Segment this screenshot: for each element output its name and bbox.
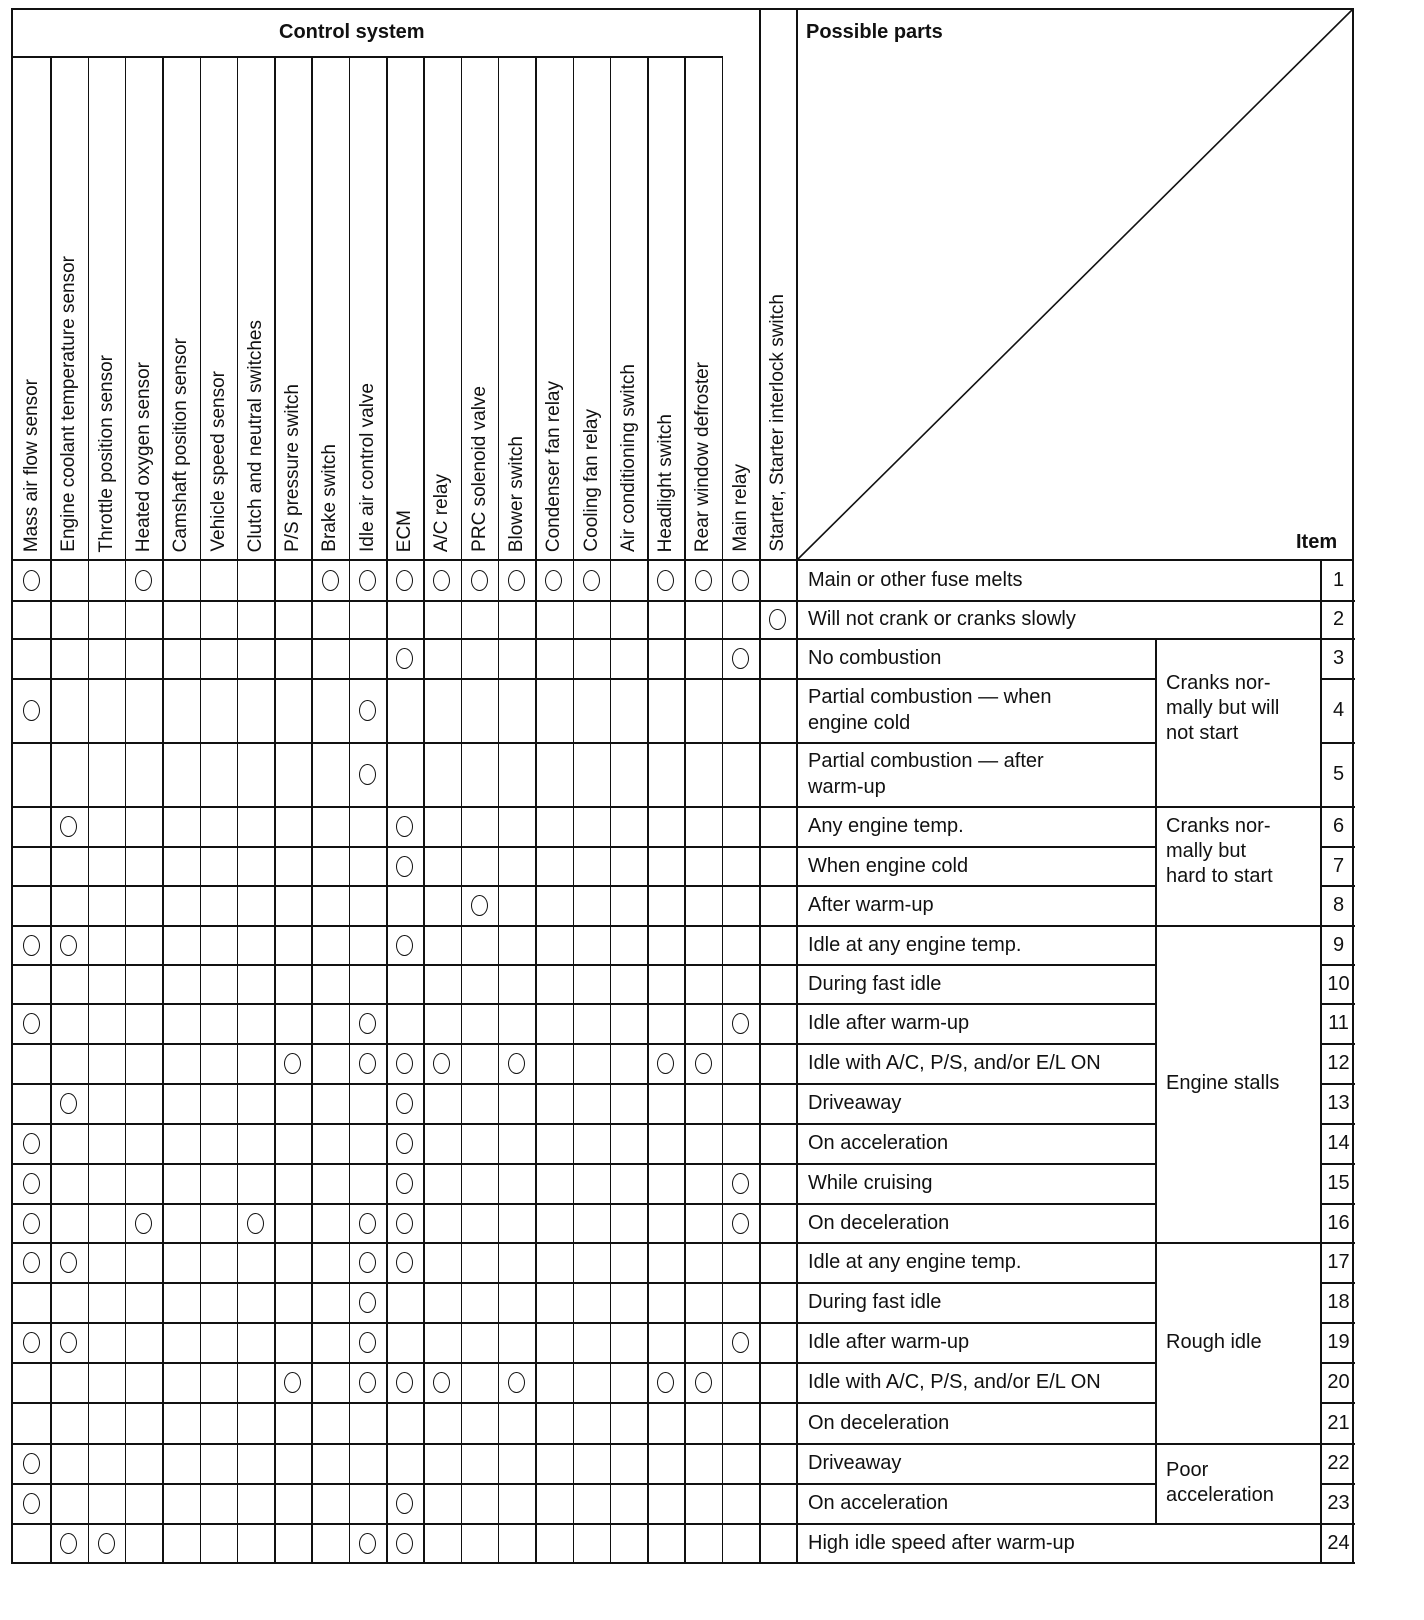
row-divider bbox=[797, 846, 1155, 848]
symptom-label: Idle after warm-up bbox=[808, 1012, 970, 1034]
row-divider bbox=[11, 1362, 799, 1364]
item-number: 11 bbox=[1328, 1012, 1349, 1034]
row-divider bbox=[11, 1163, 799, 1165]
possible-parts-heading: Possible parts bbox=[806, 21, 943, 43]
row-divider bbox=[11, 1483, 799, 1485]
mark-circle bbox=[732, 1173, 749, 1194]
mark-circle bbox=[359, 1292, 376, 1313]
item-number: 3 bbox=[1332, 647, 1345, 669]
row-divider bbox=[11, 1282, 799, 1284]
column-divider bbox=[796, 8, 798, 1562]
row-divider bbox=[11, 1443, 799, 1445]
mark-circle bbox=[396, 1213, 413, 1234]
row-divider bbox=[797, 1203, 1155, 1205]
column-divider bbox=[722, 56, 724, 1562]
item-number: 1 bbox=[1332, 569, 1345, 591]
row-divider bbox=[1320, 1402, 1355, 1404]
symptom-label: Partial combustion — when engine cold bbox=[808, 686, 1052, 734]
row-divider bbox=[797, 1523, 1155, 1525]
row-divider bbox=[1320, 638, 1355, 640]
mark-circle bbox=[359, 1533, 376, 1554]
group-label: Engine stalls bbox=[1166, 1072, 1280, 1094]
row-divider bbox=[797, 1043, 1155, 1045]
row-divider bbox=[11, 1083, 799, 1085]
row-divider bbox=[11, 638, 799, 640]
row-divider bbox=[1320, 1523, 1355, 1525]
row-divider bbox=[797, 964, 1155, 966]
group-label: Rough idle bbox=[1166, 1331, 1262, 1353]
row-divider bbox=[1320, 1443, 1355, 1445]
item-number: 6 bbox=[1332, 815, 1345, 837]
symptom-label: On deceleration bbox=[808, 1411, 950, 1434]
column-header: Air conditioning switch bbox=[617, 364, 639, 552]
row-divider bbox=[1320, 1003, 1355, 1005]
mark-circle bbox=[359, 1372, 376, 1393]
row-divider bbox=[11, 742, 799, 744]
row-divider bbox=[1320, 1483, 1355, 1485]
row-divider bbox=[11, 925, 799, 927]
item-number: 5 bbox=[1332, 763, 1345, 785]
mark-circle bbox=[359, 1053, 376, 1074]
column-header: Throttle position sensor bbox=[95, 354, 117, 552]
control-system-heading: Control system bbox=[279, 21, 425, 43]
column-divider bbox=[311, 56, 313, 1562]
mark-circle bbox=[60, 1533, 77, 1554]
symptom-label: When engine cold bbox=[808, 854, 969, 877]
row-divider bbox=[1320, 1242, 1355, 1244]
column-header: Blower switch bbox=[505, 435, 527, 552]
column-header: P/S pressure switch bbox=[282, 384, 304, 552]
mark-circle bbox=[359, 570, 376, 591]
mark-circle bbox=[732, 570, 749, 591]
item-number: 13 bbox=[1327, 1092, 1350, 1114]
row-divider bbox=[1320, 1203, 1355, 1205]
row-divider bbox=[11, 1043, 799, 1045]
item-number: 22 bbox=[1327, 1452, 1350, 1474]
column-divider bbox=[386, 56, 388, 1562]
row-divider bbox=[1320, 925, 1355, 927]
row-divider bbox=[11, 885, 799, 887]
item-number: 21 bbox=[1327, 1411, 1350, 1434]
mark-circle bbox=[471, 570, 488, 591]
mark-circle bbox=[135, 570, 152, 591]
row-divider bbox=[1320, 600, 1355, 602]
column-header: Vehicle speed sensor bbox=[207, 371, 229, 552]
row-divider bbox=[797, 1483, 1155, 1485]
mark-circle bbox=[60, 935, 77, 956]
symptom-label: While cruising bbox=[808, 1172, 933, 1194]
mark-circle bbox=[23, 935, 40, 956]
row-divider bbox=[1320, 1123, 1355, 1125]
symptom-label: On acceleration bbox=[808, 1492, 949, 1514]
symptom-label: After warm-up bbox=[808, 894, 934, 916]
group-label: Cranks nor- mally but hard to start bbox=[1166, 815, 1273, 887]
column-divider bbox=[759, 8, 761, 1562]
item-number: 17 bbox=[1327, 1251, 1350, 1273]
row-divider bbox=[1155, 1443, 1320, 1445]
item-number: 18 bbox=[1327, 1291, 1350, 1313]
row-divider bbox=[797, 1123, 1155, 1125]
row-divider bbox=[11, 1322, 799, 1324]
column-divider bbox=[274, 56, 276, 1562]
symptom-label: On deceleration bbox=[808, 1211, 950, 1234]
row-divider bbox=[797, 1443, 1155, 1445]
mark-circle bbox=[583, 570, 600, 591]
column-header: Brake switch bbox=[319, 444, 341, 552]
column-divider bbox=[200, 56, 202, 1562]
row-divider bbox=[797, 1322, 1155, 1324]
mark-circle bbox=[695, 1053, 712, 1074]
row-divider bbox=[1320, 1322, 1355, 1324]
frame-top bbox=[11, 8, 1354, 10]
item-number: 20 bbox=[1327, 1371, 1350, 1393]
mark-circle bbox=[359, 1332, 376, 1353]
frame-left bbox=[11, 8, 13, 1564]
item-number: 14 bbox=[1327, 1132, 1350, 1154]
item-number: 19 bbox=[1327, 1331, 1350, 1353]
mark-circle bbox=[98, 1533, 115, 1554]
header-bottom bbox=[11, 559, 1354, 561]
mark-circle bbox=[23, 1213, 40, 1234]
mark-circle bbox=[396, 856, 413, 877]
symptom-label: Idle after warm-up bbox=[808, 1331, 970, 1353]
symptom-label: Idle with A/C, P/S, and/or E/L ON bbox=[808, 1371, 1101, 1393]
row-divider bbox=[797, 1003, 1155, 1005]
row-divider bbox=[1320, 964, 1355, 966]
item-heading: Item bbox=[1296, 531, 1338, 553]
column-divider bbox=[610, 56, 612, 1562]
row-divider bbox=[797, 806, 1155, 808]
row-divider bbox=[1320, 1282, 1355, 1284]
mark-circle bbox=[396, 1533, 413, 1554]
mark-circle bbox=[695, 570, 712, 591]
item-number: 15 bbox=[1327, 1172, 1350, 1194]
column-header: Camshaft position sensor bbox=[170, 337, 192, 552]
row-divider bbox=[11, 600, 799, 602]
mark-circle bbox=[359, 1013, 376, 1034]
item-number: 2 bbox=[1332, 608, 1345, 630]
row-divider bbox=[11, 1562, 799, 1564]
row-divider bbox=[1320, 846, 1355, 848]
mark-circle bbox=[359, 1252, 376, 1273]
symptom-label: High idle speed after warm-up bbox=[808, 1531, 1075, 1554]
row-divider bbox=[11, 1123, 799, 1125]
row-divider bbox=[1155, 806, 1320, 808]
column-divider bbox=[88, 56, 90, 1562]
column-header: ECM bbox=[394, 509, 415, 552]
column-divider bbox=[162, 56, 164, 1562]
mark-circle bbox=[732, 1013, 749, 1034]
column-header: Cooling fan relay bbox=[580, 409, 602, 552]
item-number: 7 bbox=[1332, 854, 1345, 877]
item-number: 16 bbox=[1327, 1211, 1350, 1234]
column-divider bbox=[684, 56, 686, 1562]
symptom-label: Will not crank or cranks slowly bbox=[808, 608, 1076, 630]
mark-circle bbox=[695, 1372, 712, 1393]
mark-circle bbox=[322, 570, 339, 591]
column-divider bbox=[237, 56, 239, 1562]
column-header: Condenser fan relay bbox=[543, 380, 565, 552]
mark-circle bbox=[396, 935, 413, 956]
group-label: Poor acceleration bbox=[1166, 1459, 1274, 1506]
column-header: Heated oxygen sensor bbox=[132, 361, 154, 552]
mark-circle bbox=[732, 1213, 749, 1234]
row-divider bbox=[797, 1163, 1155, 1165]
column-header: Mass air flow sensor bbox=[21, 378, 42, 552]
column-header: Starter, Starter interlock switch bbox=[767, 294, 788, 552]
row-divider bbox=[11, 1003, 799, 1005]
row-divider bbox=[1320, 806, 1355, 808]
column-divider bbox=[573, 56, 575, 1562]
column-header: A/C relay bbox=[431, 473, 453, 552]
column-header: Idle air control valve bbox=[356, 383, 378, 552]
row-divider bbox=[11, 806, 799, 808]
row-divider bbox=[797, 1083, 1155, 1085]
mark-circle bbox=[732, 1332, 749, 1353]
row-divider bbox=[1155, 600, 1320, 602]
symptom-label: Idle with A/C, P/S, and/or E/L ON bbox=[808, 1052, 1101, 1074]
mark-circle bbox=[359, 1213, 376, 1234]
row-divider bbox=[1320, 1562, 1355, 1564]
column-divider bbox=[535, 56, 537, 1562]
symptom-label: Partial combustion — after warm-up bbox=[808, 750, 1044, 798]
mark-circle bbox=[508, 1053, 525, 1074]
mark-circle bbox=[135, 1213, 152, 1234]
mark-circle bbox=[247, 1213, 264, 1234]
row-divider bbox=[797, 885, 1155, 887]
row-divider bbox=[1155, 925, 1320, 927]
item-number: 12 bbox=[1327, 1052, 1350, 1074]
column-divider bbox=[461, 56, 463, 1562]
column-divider bbox=[647, 56, 649, 1562]
column-divider bbox=[125, 56, 127, 1562]
row-divider bbox=[11, 964, 799, 966]
mark-circle bbox=[508, 1372, 525, 1393]
row-divider bbox=[1155, 638, 1320, 640]
row-divider bbox=[1155, 1562, 1320, 1564]
row-divider bbox=[1155, 1242, 1320, 1244]
column-divider bbox=[349, 56, 351, 1562]
item-number: 8 bbox=[1332, 894, 1345, 916]
symptom-label: Idle at any engine temp. bbox=[808, 933, 1022, 956]
item-number: 24 bbox=[1327, 1531, 1350, 1554]
item-number: 4 bbox=[1332, 699, 1345, 721]
row-divider bbox=[797, 1402, 1155, 1404]
symptom-label: Main or other fuse melts bbox=[808, 569, 1023, 591]
symptom-label: Driveaway bbox=[808, 1092, 902, 1114]
item-number: 9 bbox=[1332, 933, 1345, 956]
row-divider bbox=[1320, 1043, 1355, 1045]
control-system-divider bbox=[11, 56, 723, 58]
symptom-label: During fast idle bbox=[808, 972, 942, 995]
item-number: 23 bbox=[1327, 1492, 1350, 1514]
row-divider bbox=[1320, 678, 1355, 680]
row-divider bbox=[11, 1242, 799, 1244]
column-divider bbox=[498, 56, 500, 1562]
item-number: 10 bbox=[1327, 972, 1350, 995]
group-divider bbox=[1155, 638, 1157, 1523]
symptom-label: Idle at any engine temp. bbox=[808, 1251, 1022, 1273]
mark-circle bbox=[359, 700, 376, 721]
column-header: Headlight switch bbox=[655, 413, 677, 552]
symptom-label: On acceleration bbox=[808, 1132, 949, 1154]
row-divider bbox=[1320, 1163, 1355, 1165]
group-label: Cranks nor- mally but will not start bbox=[1166, 671, 1280, 744]
row-divider bbox=[1320, 885, 1355, 887]
mark-circle bbox=[732, 648, 749, 669]
row-divider bbox=[797, 925, 1155, 927]
symptom-label: Any engine temp. bbox=[808, 815, 964, 837]
row-divider bbox=[1155, 1523, 1320, 1525]
column-header: PRC solenoid valve bbox=[468, 386, 490, 552]
row-divider bbox=[11, 678, 799, 680]
row-divider bbox=[1320, 742, 1355, 744]
row-divider bbox=[797, 678, 1155, 680]
mark-circle bbox=[508, 570, 525, 591]
symptom-label: During fast idle bbox=[808, 1291, 942, 1313]
symptom-label: Driveaway bbox=[808, 1452, 902, 1474]
column-header: Engine coolant temperature sensor bbox=[58, 256, 80, 552]
column-header: Main relay bbox=[729, 464, 751, 552]
row-divider bbox=[1320, 1362, 1355, 1364]
column-header: Clutch and neutral switches bbox=[244, 319, 266, 552]
mark-circle bbox=[359, 764, 376, 785]
row-divider bbox=[797, 1282, 1155, 1284]
row-divider bbox=[797, 1362, 1155, 1364]
row-divider bbox=[1320, 1083, 1355, 1085]
row-divider bbox=[11, 1203, 799, 1205]
mark-circle bbox=[471, 895, 488, 916]
row-divider bbox=[797, 742, 1155, 744]
row-divider bbox=[11, 846, 799, 848]
column-header: Rear window defroster bbox=[692, 361, 714, 552]
row-divider bbox=[797, 1242, 1155, 1244]
column-divider bbox=[423, 56, 425, 1562]
row-divider bbox=[11, 1402, 799, 1404]
symptom-label: No combustion bbox=[808, 647, 942, 669]
row-divider bbox=[11, 1523, 799, 1525]
